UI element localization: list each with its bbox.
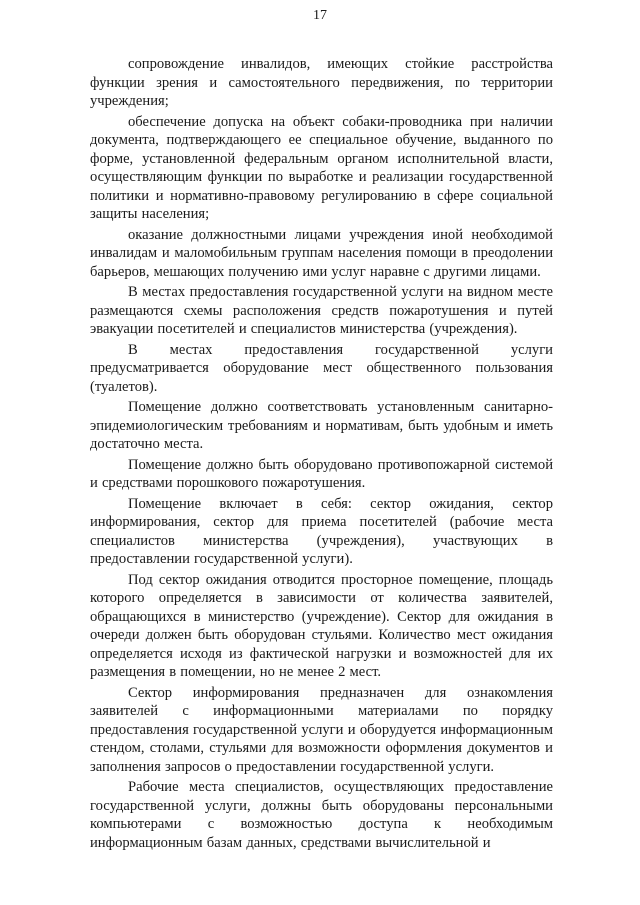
paragraph: В местах предоставления государственной услуги предусматривается оборудование мест общественного пользования (туалетов). — [90, 341, 553, 395]
paragraph: обеспечение допуска на объект собаки-проводника при наличии документа, подтверждающего ее специальное обучение, выданного по форме, установленной федеральным органом исполнительной власти, осуществляющим функции по выработке и реализации государственной политики и нормативно-правовому регулированию в сфере социальной защиты населения; — [90, 113, 553, 222]
paragraph: Помещение включает в себя: сектор ожидания, сектор информирования, сектор для приема посетителей (рабочие места специалистов министерства (учреждения), участвующих в предоставлении государственной услуги). — [90, 495, 553, 567]
paragraph: В местах предоставления государственной услуги на видном месте размещаются схемы расположения средств пожаротушения и путей эвакуации посетителей и специалистов министерства (учреждения). — [90, 284, 553, 337]
document-body — [90, 55, 553, 854]
page-number: 17 — [313, 8, 327, 23]
paragraph: Рабочие места специалистов, осуществляющих предоставление государственной услуги, должны быть оборудованы персональными компьютерами с возможностью доступа к необходимым информационным базам данных, средствами вычислительной и — [90, 779, 553, 851]
paragraph: Сектор информирования предназначен для ознакомления заявителей с информационными материалами по порядку предоставления государственной услуги и оборудуется информационным стендом, столами, стульями для возможности оформления документов и заполнения запросов о предоставлении государственной услуги. — [90, 684, 553, 775]
paragraph: Под сектор ожидания отводится просторное помещение, площадь которого определяется в зависимости от количества заявителей, обращающихся в министерство (учреждение). Сектор для ожидания в очереди должен быть оборудован стульями. Количество мест ожидания определяется исходя из фактической нагрузки и возможностей для их размещения в помещении, но не менее 2 мест. — [90, 571, 553, 680]
paragraph: Помещение должно соответствовать установленным санитарно-эпидемиологическим требованиям и нормативам, быть удобным и иметь достаточно места. — [90, 399, 553, 452]
paragraph: оказание должностными лицами учреждения иной необходимой инвалидам и маломобильным группам населения помощи в преодолении барьеров, мешающих получению ими услуг наравне с другими лицами. — [90, 226, 553, 280]
paragraph: сопровождение инвалидов, имеющих стойкие расстройства функции зрения и самостоятельного передвижения, по территории учреждения; — [90, 56, 553, 109]
paragraph: Помещение должно быть оборудовано противопожарной системой и средствами порошкового пожаротушения. — [90, 456, 553, 491]
